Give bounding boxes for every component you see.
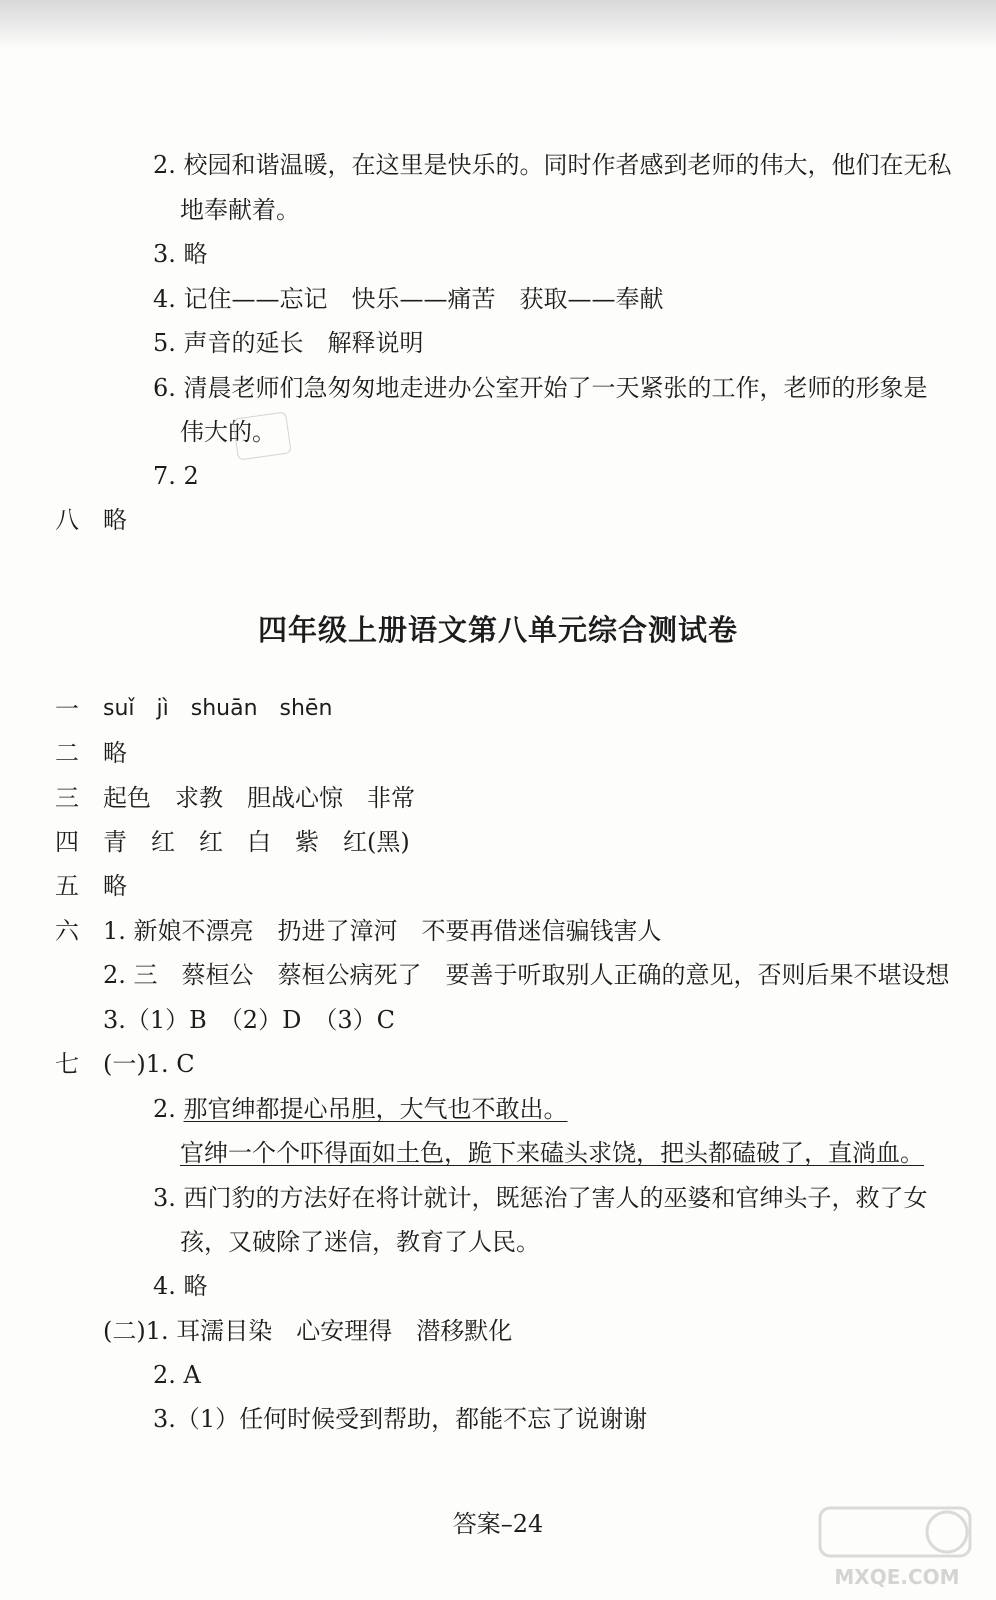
scan-top-edge <box>0 0 996 50</box>
section-mark: 八 <box>55 506 79 534</box>
answer-line: 4. 略 <box>153 1272 208 1300</box>
answer-line: (一)1. C <box>103 1050 195 1078</box>
test-title: 四年级上册语文第八单元综合测试卷 <box>257 613 738 647</box>
answer-line: (二)1. 耳濡目染 心安理得 潜移默化 <box>103 1317 513 1345</box>
answer-line: 地奉献着。 <box>180 196 300 224</box>
answer-line: 3.（1）任何时候受到帮助，都能不忘了说谢谢 <box>153 1405 648 1433</box>
answer-line: 孩，又破除了迷信，教育了人民。 <box>180 1228 540 1256</box>
small-stamp-mark <box>232 411 291 460</box>
section-mark: 三 <box>55 784 79 812</box>
answer-line: 略 <box>103 872 127 900</box>
answer-line: 2. 三 蔡桓公 蔡桓公病死了 要善于听取别人正确的意见，否则后果不堪设想 <box>103 961 950 989</box>
answer-line: 2. 校园和谐温暖，在这里是快乐的。同时作者感到老师的伟大，他们在无私 <box>153 151 952 179</box>
item-number: 2. <box>153 1095 184 1123</box>
answer-line <box>153 1094 568 1124</box>
section-mark: 四 <box>55 828 79 856</box>
watermark-text: MXQE.COM <box>834 1565 960 1589</box>
answer-line: 3. 略 <box>153 240 208 268</box>
section-mark: 一 <box>55 695 79 723</box>
answer-line: 伟大的。 <box>180 418 276 446</box>
answer-line: 6. 清晨老师们急匆匆地走进办公室开始了一天紧张的工作，老师的形象是 <box>153 374 928 402</box>
answer-line: 起色 求教 胆战心惊 非常 <box>103 784 415 812</box>
answer-line: 2. A <box>153 1361 201 1389</box>
answer-line: 7. 2 <box>153 462 199 490</box>
section-mark: 五 <box>55 872 79 900</box>
answer-line: 略 <box>103 739 127 767</box>
answer-line: 4. 记住——忘记 快乐——痛苦 获取——奉献 <box>153 285 664 313</box>
watermark-logo <box>812 1502 982 1592</box>
section-mark: 二 <box>55 739 79 767</box>
underlined-answer: 官绅一个个吓得面如土色，跪下来磕头求饶，把头都磕破了，直淌血。 <box>180 1139 924 1167</box>
page-number: 答案–24 <box>452 1510 544 1538</box>
answer-line: 3.（1）B （2）D （3）C <box>103 1006 395 1034</box>
answer-line: 略 <box>103 506 127 534</box>
pinyin-answers: suǐ jì shuān shēn <box>103 696 333 721</box>
answer-line: 青 红 红 白 紫 红(黑) <box>103 828 410 856</box>
section-mark: 七 <box>55 1050 79 1078</box>
section-mark: 六 <box>55 917 79 945</box>
answer-line: 1. 新娘不漂亮 扔进了漳河 不要再借迷信骗钱害人 <box>103 917 662 945</box>
underlined-answer: 那官绅都提心吊胆，大气也不敢出。 <box>183 1095 568 1123</box>
answer-line: 5. 声音的延长 解释说明 <box>153 329 424 357</box>
answer-line: 3. 西门豹的方法好在将计就计，既惩治了害人的巫婆和官绅头子，救了女 <box>153 1184 928 1212</box>
